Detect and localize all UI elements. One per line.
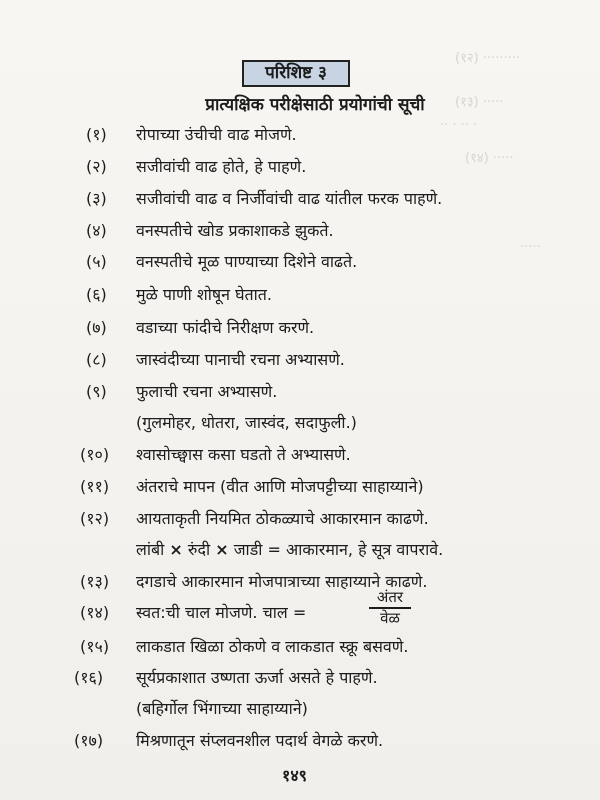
page-title: प्रात्यक्षिक परीक्षेसाठी प्रयोगांची सूची bbox=[205, 95, 425, 115]
item-number: (१४) bbox=[80, 603, 110, 622]
multiply-sign: × bbox=[169, 540, 183, 559]
item-subtext: (गुलमोहर, धोतरा, जास्वंद, सदाफुली.) bbox=[136, 413, 357, 432]
item-text: श्वासोच्छ्वास कसा घडतो ते अभ्यासणे. bbox=[136, 445, 351, 464]
volume-formula bbox=[136, 540, 443, 560]
item-text: स्वत:ची चाल मोजणे. चाल = bbox=[136, 603, 307, 622]
item-number: (९) bbox=[86, 382, 107, 401]
item-number: (५) bbox=[86, 252, 107, 271]
item-text: सजीवांची वाढ व निर्जीवांची वाढ यांतील फरक पाहणे. bbox=[136, 189, 443, 208]
item-number: (३) bbox=[86, 189, 107, 208]
show-through-text: (१३) ····· bbox=[455, 95, 504, 110]
show-through-text: ····· bbox=[520, 240, 541, 255]
item-text: आयताकृती नियमित ठोकळ्याचे आकारमान काढणे. bbox=[136, 509, 429, 528]
item-number: (२) bbox=[86, 157, 107, 176]
item-text: वनस्पतीचे खोड प्रकाशाकडे झुकते. bbox=[136, 221, 334, 240]
item-number: (१३) bbox=[80, 572, 110, 591]
item-text: फुलाची रचना अभ्यासणे. bbox=[136, 382, 278, 401]
item-number: (१) bbox=[86, 125, 107, 144]
item-text: लाकडात खिळा ठोकणे व लाकडात स्क्रू बसवणे. bbox=[136, 637, 409, 656]
item-number: (१२) bbox=[80, 509, 110, 528]
item-number: (१७) bbox=[74, 731, 104, 750]
item-text: मिश्रणातून संप्लवनशील पदार्थ वेगळे करणे. bbox=[136, 731, 384, 750]
item-number: (४) bbox=[86, 221, 107, 240]
item-number: (६) bbox=[86, 285, 107, 304]
page-number: १४९ bbox=[282, 766, 307, 785]
show-through-text: ·· · ·· · bbox=[440, 118, 478, 133]
item-text: जास्वंदीच्या पानाची रचना अभ्यासणे. bbox=[136, 350, 345, 369]
item-number: (८) bbox=[86, 350, 107, 369]
appendix-tag: परिशिष्ट ३ bbox=[242, 60, 350, 87]
speed-fraction bbox=[369, 589, 411, 627]
item-text: सजीवांची वाढ होते, हे पाहणे. bbox=[136, 157, 307, 176]
item-number: (१६) bbox=[74, 668, 104, 687]
item-text: वडाच्या फांदीचे निरीक्षण करणे. bbox=[136, 318, 315, 337]
item-text: मुळे पाणी शोषून घेतात. bbox=[136, 285, 273, 304]
item-text: रोपाच्या उंचीची वाढ मोजणे. bbox=[136, 125, 297, 144]
item-text: सूर्यप्रकाशात उष्णता ऊर्जा असते हे पाहणे. bbox=[136, 668, 378, 687]
show-through-text: (१२) ········· bbox=[455, 51, 520, 66]
item-number: (१०) bbox=[80, 445, 110, 464]
item-text: दगडाचे आकारमान मोजपात्राच्या साहाय्याने काढणे. bbox=[136, 572, 428, 591]
item-number: (७) bbox=[86, 318, 107, 337]
item-text: अंतराचे मापन (वीत आणि मोजपट्टीच्या साहाय्याने) bbox=[136, 477, 424, 496]
item-text: वनस्पतीचे मूळ पाण्याच्या दिशेने वाढते. bbox=[136, 252, 358, 271]
item-number: (११) bbox=[80, 477, 110, 496]
multiply-sign: × bbox=[215, 540, 229, 559]
formula-length: लांबी bbox=[136, 540, 165, 559]
item-number: (१५) bbox=[80, 637, 110, 656]
item-subtext: (बहिर्गोल भिंगाच्या साहाय्याने) bbox=[136, 699, 308, 718]
formula-width: रुंदी bbox=[187, 540, 211, 559]
fraction-numerator: अंतर bbox=[376, 588, 404, 606]
show-through-text: (१४) ····· bbox=[465, 151, 514, 166]
formula-rest: जाडी = आकारमान, हे सूत्र वापरावे. bbox=[233, 540, 444, 559]
fraction-denominator: वेळ bbox=[380, 609, 400, 627]
